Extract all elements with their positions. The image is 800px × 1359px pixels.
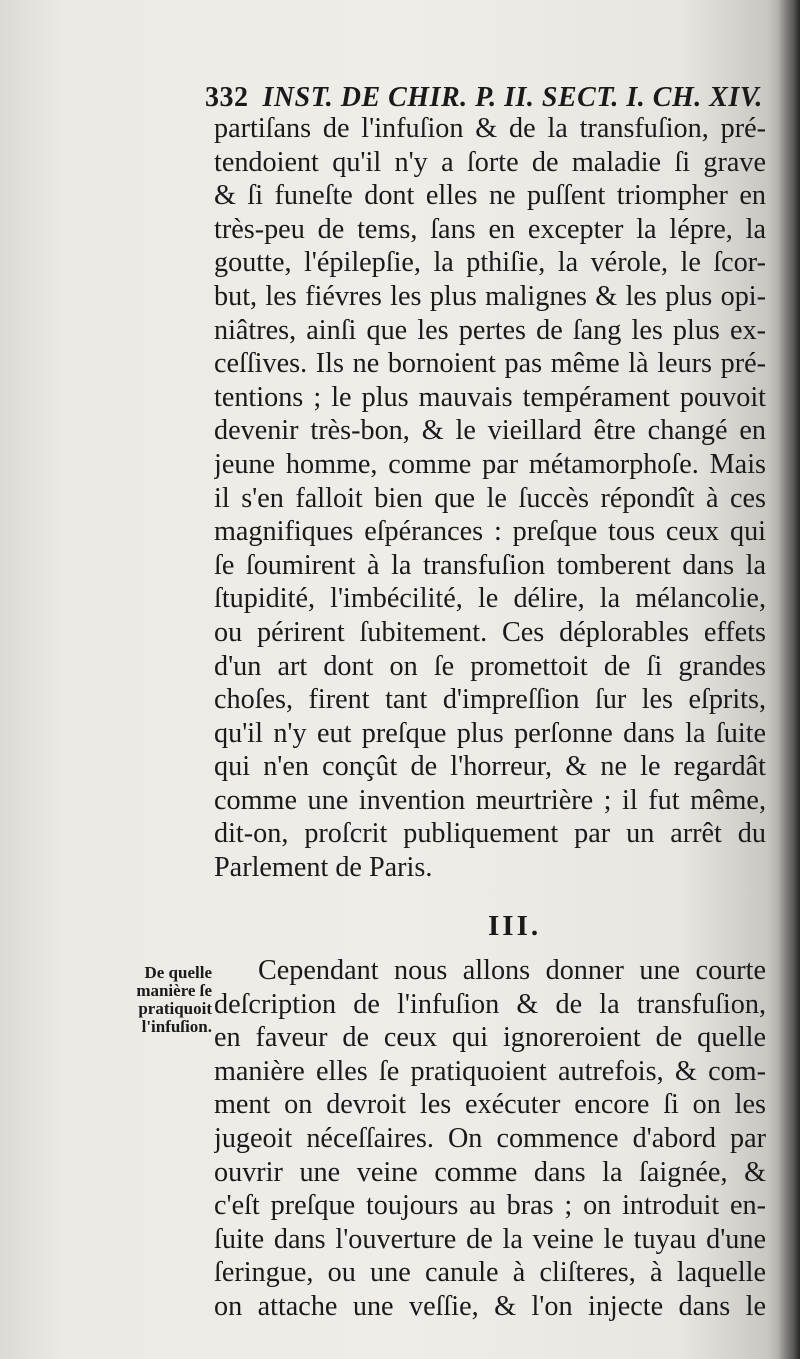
- text-line: ment on devroit les exécuter encore ſi on les: [214, 1089, 766, 1121]
- paragraph-2: [214, 954, 766, 1324]
- margin-note-line: De quelle: [144, 963, 212, 982]
- book-gutter-shadow: [778, 0, 800, 1359]
- page-number: 332: [205, 82, 249, 113]
- text-line: qu'il n'y eut preſque plus perſonne dans la ſuite: [214, 717, 766, 749]
- text-line: ou périrent ſubitement. Ces déplorables effets: [214, 616, 766, 648]
- text-line: ſtupidité, l'imbécilité, le délire, la mélancolie,: [214, 583, 766, 615]
- text-line: magnifiques eſpérances : preſque tous ceux qui: [214, 516, 766, 548]
- text-line: devenir très-bon, & le vieillard être changé en: [214, 415, 766, 447]
- text-line: en faveur de ceux qui ignoreroient de quelle: [214, 1022, 766, 1054]
- text-line: Cependant nous allons donner une courte: [258, 955, 766, 986]
- running-head-title: INST. DE CHIR. P. II. SECT. I. CH. XIV.: [262, 82, 763, 113]
- text-line: comme une invention meurtrière ; il fut même,: [214, 784, 766, 816]
- margin-note-line: pratiquoit: [138, 999, 212, 1018]
- text-line: deſcription de l'infuſion & de la transfuſion,: [214, 988, 766, 1020]
- text-line: & ſi funeſte dont elles ne puſſent triompher en: [214, 180, 766, 212]
- section-number: III.: [488, 910, 542, 942]
- text-line: niâtres, ainſi que les pertes de ſang les plus ex-: [214, 314, 766, 346]
- text-line: goutte, l'épilepſie, la pthiſie, la vérole, le ſcor-: [214, 247, 766, 279]
- show-through-bleed: [72, 740, 212, 762]
- text-line: très-peu de tems, ſans en excepter la lépre, la: [214, 213, 766, 245]
- text-line: jeune homme, comme par métamorphoſe. Mais: [214, 448, 766, 480]
- text-line: but, les fiévres les plus malignes & les plus opi-: [214, 280, 766, 312]
- margin-note-line: l'infuſion.: [141, 1017, 212, 1036]
- text-line: ſe ſoumirent à la transfuſion tomberent dans la: [214, 549, 766, 581]
- margin-note: [102, 964, 212, 1036]
- text-line: partiſans de l'infuſion & de la transfuſion, pré-: [214, 113, 766, 144]
- text-line: ſeringue, ou une canule à cliſteres, à laquelle: [214, 1257, 766, 1289]
- text-line: Parlement de Paris.: [214, 852, 433, 884]
- text-line: manière elles ſe pratiquoient autrefois, & com-: [214, 1055, 766, 1087]
- text-line: ouvrir une veine comme dans la ſaignée, &: [214, 1156, 766, 1188]
- text-line: qui n'en conçût de l'horreur, & ne le regardât: [214, 751, 766, 783]
- text-line: tentions ; le plus mauvais tempérament pouvoit: [214, 381, 766, 413]
- text-line: on attache une veſſie, & l'on injecte dans le: [214, 1290, 766, 1322]
- text-line: il s'en falloit bien que le ſuccès répondît à ces: [214, 482, 766, 514]
- text-line: c'eſt preſque toujours au bras ; on introduit en-: [214, 1190, 766, 1222]
- text-line: ſuite dans l'ouverture de la veine le tuyau d'une: [214, 1223, 766, 1255]
- paragraph-1: [214, 112, 766, 885]
- margin-note-line: manière ſe: [136, 981, 212, 1000]
- text-line: d'un art dont on ſe promettoit de ſi grandes: [214, 650, 766, 682]
- text-line: tendoient qu'il n'y a ſorte de maladie ſi grave: [214, 146, 766, 178]
- running-head: [205, 82, 770, 114]
- text-line: dit-on, proſcrit publiquement par un arrêt du: [214, 818, 766, 850]
- text-line: choſes, firent tant d'impreſſion ſur les eſprits,: [214, 684, 766, 716]
- text-line: ceſſives. Ils ne bornoient pas même là leurs pré-: [214, 348, 766, 380]
- text-line: jugeoit néceſſaires. On commence d'abord par: [214, 1122, 766, 1154]
